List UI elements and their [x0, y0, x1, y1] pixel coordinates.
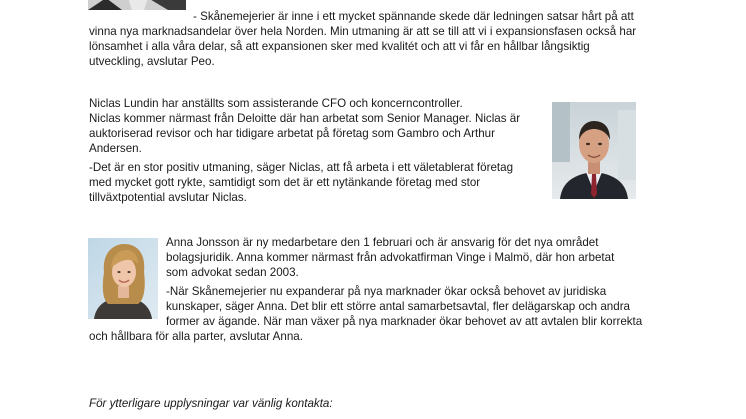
anna-quote: [166, 284, 642, 329]
anna-intro-line: Anna Jonsson är ny medarbetare den 1 februari och är ansvarig för det nya området: [166, 236, 599, 249]
anna-intro-line: bolagsjuridik. Anna kommer närmast från advokatfirman Vinge i Malmö, där hon arbetat: [166, 251, 615, 264]
anna-quote-line: -När Skånemejerier nu expanderar på nya marknader ökar också behovet av juridiska: [166, 285, 607, 298]
niclas-quote-line: -Det är en stor positiv utmaning, säger Niclas, att få arbeta i ett väletablerat företag: [89, 161, 514, 174]
niclas-quote: [89, 160, 513, 205]
niclas-intro-line: Andersen.: [89, 142, 142, 155]
peo-quote-line: utveckling, avslutar Peo.: [89, 55, 215, 68]
peo-quote-line: vinna nya marknadsandelar över hela Norden. Min utmaning är att se till att vi i expansionsfasen också har: [89, 25, 637, 38]
contact-heading: För ytterligare upplysningar var vänlig kontakta:: [89, 397, 333, 410]
portrait-photo-anna: [88, 238, 158, 319]
peo-quote-continued: [89, 24, 636, 69]
peo-quote-line: - Skånemejerier är inne i ett mycket spännande skede där ledningen satsar hårt på att: [193, 10, 634, 23]
niclas-intro-line: Niclas kommer närmast från Deloitte där han arbetat som Senior Manager. Niclas är: [89, 112, 521, 125]
anna-intro: [166, 235, 614, 280]
peo-quote: [193, 9, 634, 24]
anna-quote-line: och hållbara för alla parter, avslutar Anna.: [89, 330, 303, 343]
anna-quote-line: former av ägande. När man växer på nya marknader ökar behovet av att avtalen blir korrekta: [166, 315, 643, 328]
peo-quote-line: lönsamhet i alla våra delar, så att expansionen sker med kvalitét och att vi får en hållbar långsiktig: [89, 40, 590, 53]
niclas-quote-line: med mycket gott rykte, samtidigt som det är ett nytänkande företag med stor: [89, 176, 481, 189]
niclas-intro: [89, 96, 520, 156]
niclas-intro-line: auktoriserad revisor och har tidigare arbetat på företag som Gambro och Arthur: [89, 127, 495, 140]
anna-quote-line: kunskaper, säger Anna. Det blir ett större antal samarbetsavtal, fler delägarskap och andra: [166, 300, 631, 313]
portrait-photo-niclas: [552, 102, 636, 199]
anna-quote-continued: [89, 329, 303, 344]
niclas-intro-line: Niclas Lundin har anställts som assisterande CFO och koncerncontroller.: [89, 97, 463, 110]
portrait-photo-peo: [88, 0, 186, 10]
niclas-quote-line: tillväxtpotential avslutar Niclas.: [89, 191, 247, 204]
anna-intro-line: som advokat sedan 2003.: [166, 266, 299, 279]
